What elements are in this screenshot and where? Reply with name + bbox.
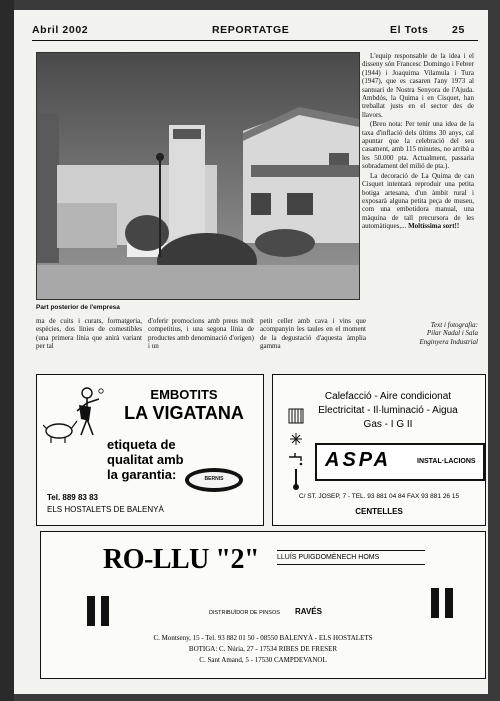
ad-la-vigatana	[36, 374, 264, 526]
decorative-bar	[101, 596, 109, 626]
header-publication: El Tots	[390, 24, 429, 36]
ad-aspa	[272, 374, 486, 526]
credit-title: Enginyera Industrial	[419, 337, 478, 346]
rollu-address-3: C. Sant Amand, 5 - 17530 CAMPDEVANOL	[199, 656, 327, 664]
ad-vigatana-line2: LA VIGATANA	[124, 403, 244, 423]
ad-aspa-line2: Electricitat - Il·luminació - Aigua	[318, 405, 458, 416]
ad-aspa-line1: Calefacció - Aire condicionat	[324, 391, 452, 402]
paragraph-text: La decoració de La Quima de can Cisquet intentarà reproduir una petita botiga artesana, d'un àmbit rural i exposarà alguna petita peça de museu, com una embotidora manual, una màquina de tall precursora de les automàtiques,...	[362, 171, 474, 231]
thermometer-icon	[293, 469, 299, 490]
article-credit	[374, 321, 478, 346]
article-bottom-column-2: d'oferir promocions amb preus molt competitius, i una segona línia de productes amb denominació d'origen) i un	[148, 317, 254, 351]
header-rule	[32, 40, 478, 41]
tap-icon	[289, 453, 302, 465]
paragraph: (Breu nota: Per tenir una idea de la taxa d'inflació dels últims 30 anys, cal apuntar que la celebració del seu casament, amb 115 minutes, no arribà a les 50.000 pta. Actualment, passaria sobradament del milió de pta.).	[362, 120, 474, 171]
tagline-line: etiqueta de	[107, 437, 176, 452]
page-header	[32, 24, 478, 38]
ad-aspa-town: CENTELLES	[355, 507, 403, 516]
rollu-owner-rule-top	[277, 550, 425, 551]
ad-vigatana-tel: Tel. 889 83 83	[47, 493, 98, 502]
header-page-number: 25	[452, 24, 465, 36]
aspa-logo-text: ASPA	[325, 449, 392, 471]
article-right-column	[362, 52, 474, 232]
ad-aspa-address: C/ ST. JOSEP, 7 - TEL. 93 881 04 84 FAX 93 881 26 15	[298, 493, 460, 500]
ad-aspa-line3: Gas - I G II	[363, 419, 413, 430]
rollu-address-1: C. Montseny, 15 - Tel. 93 882 01 50 - 08550 BALENYÀ - ELS HOSTALETS	[153, 634, 373, 642]
credit-label: Text i fotografia:	[430, 321, 478, 329]
snowflake-icon	[290, 433, 302, 445]
binding-edge	[0, 0, 14, 701]
rollu-distributor: DISTRIBUÏDOR DE PINSOS	[209, 610, 280, 616]
tagline-line: la garantia:	[107, 467, 177, 482]
closing-bold-text: Moltíssima sort!!	[408, 222, 460, 231]
credit-author: Pilar Nadal i Sala	[426, 329, 478, 338]
decorative-bar	[445, 588, 453, 618]
rollu-brand: RO-LLU "2"	[103, 544, 259, 575]
bernis-badge	[185, 468, 243, 492]
rollu-owner: LLUÍS PUIGDOMÈNECH HOMS	[277, 554, 380, 561]
rollu-address-2: BOTIGA: C. Núria, 27 - 17534 RIBES DE FRESER	[188, 645, 338, 653]
ad-rollu	[40, 531, 486, 679]
radiator-icon	[289, 409, 303, 423]
header-section: REPORTATGE	[212, 24, 290, 36]
article-bottom-column-1: ma de cuits i curats, formatgeria, espècies, dos línies de comestibles (una primera línia que anirà variant per tal	[36, 317, 142, 351]
tagline-line: qualitat amb	[107, 452, 184, 467]
utility-icons	[283, 405, 311, 491]
ad-vigatana-address: ELS HOSTALETS DE BALENYÀ	[47, 505, 164, 514]
paragraph	[362, 172, 474, 231]
rollu-owner-rule-bottom	[277, 564, 425, 565]
decorative-bar	[431, 588, 439, 618]
bernis-badge-text: BERNIS	[204, 476, 224, 482]
article-bottom-column-3: petit celler amb cava i vins que acompanyin les taules en el moment de la degustació d'aquesta àmplia gamma	[260, 317, 366, 351]
ad-vigatana-line1: EMBOTITS	[150, 387, 218, 402]
header-date: Abril 2002	[32, 24, 89, 36]
building-photo-illustration	[37, 53, 359, 299]
aspa-logo	[315, 443, 485, 481]
paragraph: L'equip responsable de la idea i el disseny són Francesc Domingo i Febrer (1944) i Joaquima Vilamula i Tura (1947), que es casaren l'any 1973 al santuari de Nostra Senyora de l'Ajuda. Ambdós, la Quima i en Cisquet, han treballat justs en el sector des de llavors.	[362, 52, 474, 119]
building-photo	[36, 52, 360, 300]
photo-caption: Part posterior de l'empresa	[36, 304, 120, 311]
aspa-logo-subtitle: INSTAL·LACIONS	[417, 458, 476, 465]
rollu-feed-brand: RAVÉS	[295, 607, 322, 616]
decorative-bar	[87, 596, 95, 626]
ad-vigatana-tagline	[107, 437, 184, 482]
magazine-page	[14, 10, 488, 694]
farmer-with-pig-icon	[43, 385, 105, 449]
